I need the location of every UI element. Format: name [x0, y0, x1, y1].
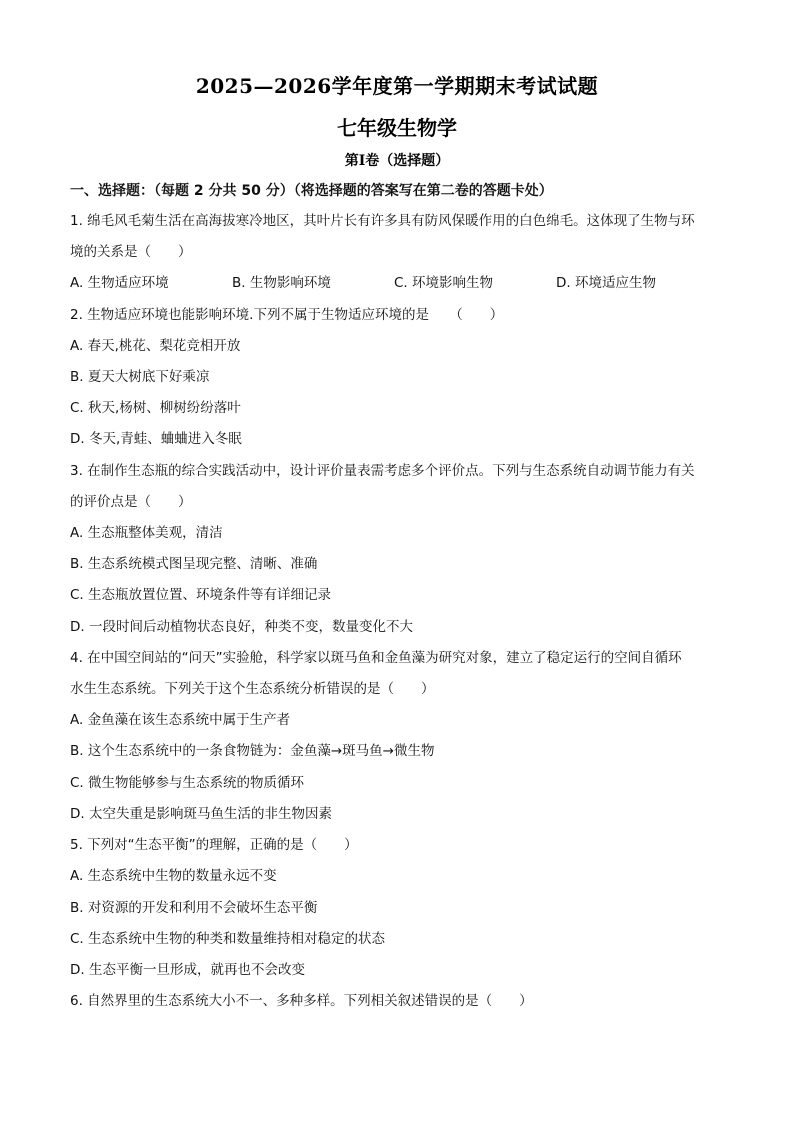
question-2-option-b: B. 夏天大树底下好乘凉 — [70, 369, 210, 385]
question-5-option-b: B. 对资源的开发和利用不会破坏生态平衡 — [70, 900, 318, 916]
question-3-option-c: C. 生态瓶放置位置、环境条件等有详细记录 — [70, 587, 332, 603]
question-4-option-b: B. 这个生态系统中的一条食物链为：金鱼藻→斑马鱼→微生物 — [70, 743, 435, 759]
question-2-option-d: D. 冬天,青蛙、蛐蛐进入冬眠 — [70, 431, 242, 447]
question-4-line-2: 水生生态系统。下列关于这个生态系统分析错误的是（ ） — [70, 681, 435, 697]
question-1-options — [70, 273, 656, 293]
question-1-option-d: D. 环境适应生物 — [556, 275, 656, 291]
section-heading: 一、选择题：（每题 2 分共 50 分）（将选择题的答案写在第二卷的答题卡处） — [70, 183, 553, 199]
question-4-line-1: 4. 在中国空间站的“问天”实验舱，科学家以斑马鱼和金鱼藻为研究对象，建立了稳定运行的空间自循环 — [70, 650, 682, 666]
question-1-option-c: C. 环境影响生物 — [394, 275, 494, 291]
question-4-option-c: C. 微生物能够参与生态系统的物质循环 — [70, 775, 305, 791]
question-2-line-1: 2. 生物适应环境也能影响环境.下列不属于生物适应环境的是 （ ） — [70, 307, 504, 323]
question-5-option-a: A. 生态系统中生物的数量永远不变 — [70, 868, 277, 884]
exam-title: 2025—2026学年度第一学期期末考试试题 — [195, 74, 599, 98]
exam-subtitle: 七年级生物学 — [337, 116, 457, 140]
question-3-line-2: 的评价点是（ ） — [70, 494, 192, 510]
question-4-option-a: A. 金鱼藻在该生态系统中属于生产者 — [70, 712, 291, 728]
question-1-line-1: 1. 绵毛风毛菊生活在高海拔寒冷地区，其叶片长有许多具有防风保暖作用的白色绵毛。这体现了生物与环 — [70, 213, 695, 229]
question-2-option-a: A. 春天,桃花、梨花竞相开放 — [70, 338, 241, 354]
question-2-option-c: C. 秋天,杨树、柳树纷纷落叶 — [70, 400, 241, 416]
question-1-option-a: A. 生物适应环境 — [70, 275, 169, 291]
question-4-option-d: D. 太空失重是影响斑马鱼生活的非生物因素 — [70, 806, 332, 822]
question-6-line-1: 6. 自然界里的生态系统大小不一、多种多样。下列相关叙述错误的是（ ） — [70, 993, 533, 1009]
question-3-line-1: 3. 在制作生态瓶的综合实践活动中，设计评价量表需考虑多个评价点。下列与生态系统自动调节能力有关 — [70, 463, 695, 479]
question-3-option-d: D. 一段时间后动植物状态良好，种类不变，数量变化不大 — [70, 619, 413, 635]
question-5-option-c: C. 生态系统中生物的种类和数量维持相对稳定的状态 — [70, 931, 386, 947]
question-3-option-a: A. 生态瓶整体美观，清洁 — [70, 525, 223, 541]
question-1-option-b: B. 生物影响环境 — [232, 275, 331, 291]
question-3-option-b: B. 生态系统模式图呈现完整、清晰、准确 — [70, 556, 318, 572]
question-5-option-d: D. 生态平衡一旦形成，就再也不会改变 — [70, 962, 305, 978]
question-5-line-1: 5. 下列对“生态平衡”的理解，正确的是（ ） — [70, 837, 358, 853]
question-1-line-2: 境的关系是（ ） — [70, 244, 192, 260]
volume-heading: 第Ⅰ卷（选择题） — [344, 153, 450, 169]
